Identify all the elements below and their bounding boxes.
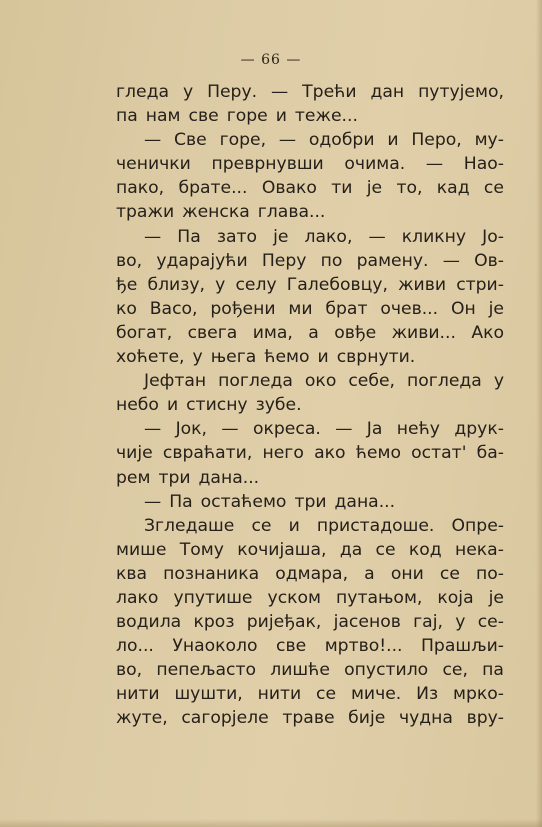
word: шушти,	[174, 684, 243, 705]
word: се	[439, 563, 460, 584]
text-line	[116, 128, 504, 152]
word: је	[273, 226, 289, 247]
word: рем	[116, 467, 151, 488]
word: а	[308, 322, 319, 343]
word: Јо-	[482, 226, 504, 247]
text-line	[116, 682, 504, 706]
word: Нао-	[463, 154, 504, 175]
word: окреса.	[252, 419, 321, 440]
word: Ако	[471, 322, 504, 343]
text-line	[116, 104, 504, 128]
word: ћемо	[264, 347, 310, 368]
word: а	[364, 563, 375, 584]
word: миче.	[350, 684, 402, 705]
word: —	[335, 419, 353, 440]
word: Он	[450, 298, 476, 319]
word: кочијаша,	[237, 539, 327, 560]
word: по-	[476, 563, 504, 584]
text-line	[116, 706, 504, 730]
word: дана...	[334, 491, 396, 512]
word: Перо,	[411, 130, 462, 151]
word: глава...	[257, 202, 326, 223]
word: свраћати,	[162, 443, 253, 464]
word: ударајући	[156, 250, 248, 271]
word: ти	[331, 178, 353, 199]
word: водила	[116, 612, 182, 633]
word: ко	[116, 298, 137, 319]
word: друк-	[454, 419, 504, 440]
word: има,	[252, 322, 293, 343]
word: пепељасто	[156, 660, 256, 681]
word: зато	[216, 226, 258, 247]
word: мрко-	[453, 684, 504, 705]
word: зубе.	[255, 395, 302, 416]
text-line	[116, 490, 504, 514]
word: тражи	[116, 202, 175, 223]
word: и	[288, 515, 300, 536]
word: они	[390, 563, 424, 584]
word: ло...	[116, 636, 154, 657]
word: у	[493, 371, 504, 392]
word: очима.	[344, 154, 406, 175]
word: —	[144, 491, 162, 512]
word: ми	[288, 298, 313, 319]
word: по	[320, 250, 343, 271]
text-line	[116, 321, 504, 345]
word: и	[166, 395, 179, 416]
word: очев...	[380, 298, 439, 319]
word: чије	[116, 443, 153, 464]
word: лишће	[270, 660, 330, 681]
word: брате...	[178, 178, 248, 199]
word: —	[368, 226, 386, 247]
word: —	[271, 82, 289, 102]
word: остат'	[411, 443, 467, 464]
word: ако	[314, 443, 346, 464]
word: Па	[169, 491, 193, 512]
word: три	[158, 467, 191, 488]
word: рамену.	[356, 250, 429, 271]
word: чудна	[398, 708, 453, 729]
word: себе,	[348, 371, 396, 392]
word: је	[366, 178, 383, 199]
word: горе,	[219, 130, 267, 151]
text-line	[116, 417, 504, 441]
text-line	[116, 273, 504, 297]
word: Све	[174, 130, 207, 151]
word: живи	[398, 274, 447, 295]
word: вру-	[466, 708, 504, 729]
word: траве	[282, 708, 335, 729]
word: мртво!...	[324, 636, 403, 657]
word: се	[375, 539, 396, 560]
word: то,	[396, 178, 423, 199]
word: хоћете,	[116, 347, 185, 368]
text-line	[116, 393, 504, 417]
word: Унаоколо	[172, 636, 258, 657]
word: јасенов	[333, 612, 401, 633]
word: одобри	[308, 130, 375, 151]
word: Васо,	[149, 298, 198, 319]
word: стисну	[186, 395, 248, 416]
word: кроз	[193, 612, 235, 633]
word: нам	[145, 106, 181, 127]
word: рођени	[210, 298, 276, 319]
text-line	[116, 249, 504, 273]
word: стри-	[456, 274, 504, 295]
word: —	[144, 130, 162, 151]
word: пако,	[116, 178, 165, 199]
word: је	[488, 298, 504, 319]
word: Перу	[261, 250, 307, 271]
word: лако	[116, 587, 159, 608]
word: живи...	[391, 322, 456, 343]
page-number: — 66 —	[240, 52, 302, 68]
word: богат,	[116, 322, 173, 343]
word: кад	[436, 178, 470, 199]
word: женска	[182, 202, 250, 223]
word: мише	[116, 539, 167, 560]
word: све	[276, 636, 307, 657]
word: у	[215, 274, 226, 295]
text-line	[116, 200, 504, 224]
word: му-	[474, 130, 504, 151]
word: сагорјеле	[181, 708, 269, 729]
word: Галебовцу,	[286, 274, 388, 295]
word: и	[275, 106, 287, 127]
word: се	[251, 515, 272, 536]
word: је	[488, 587, 504, 608]
word: свега	[187, 322, 238, 343]
text-line	[116, 586, 504, 610]
word: —	[144, 226, 162, 247]
word: па	[116, 106, 138, 127]
word: путујемо,	[418, 82, 504, 102]
word: познаника	[163, 563, 260, 584]
word: око	[304, 371, 337, 392]
word: нећу	[396, 419, 440, 440]
word: преврнувши	[211, 154, 324, 175]
word: се-	[477, 612, 504, 633]
body-text	[116, 80, 504, 731]
word: гледа	[116, 82, 170, 102]
word: која	[437, 587, 474, 608]
word: у	[182, 82, 194, 102]
word: и	[387, 130, 399, 151]
word: упутише	[173, 587, 253, 608]
word: и	[317, 347, 329, 368]
word: Из	[416, 684, 439, 705]
word: селу	[235, 274, 277, 295]
word: него	[262, 443, 304, 464]
word: ријеђак,	[246, 612, 322, 633]
word: Па	[177, 226, 201, 247]
word: ченички	[116, 154, 191, 175]
text-line	[116, 176, 504, 200]
word: —	[144, 419, 162, 440]
word: код	[408, 539, 442, 560]
page-edge-shadow-right	[536, 0, 542, 827]
word: уском	[267, 587, 322, 608]
word: Овако	[261, 178, 317, 199]
word: ћемо	[355, 443, 401, 464]
word: Тому	[179, 539, 224, 560]
page-edge-shadow-bottom	[0, 819, 542, 827]
text-line	[116, 610, 504, 634]
word: све	[188, 106, 219, 127]
word: небо	[116, 395, 159, 416]
word: во,	[116, 250, 143, 271]
word: лако,	[304, 226, 353, 247]
word: ђе	[116, 274, 138, 295]
word: теже...	[294, 106, 358, 127]
word: се	[316, 684, 337, 705]
word: да	[339, 539, 363, 560]
text-line	[116, 466, 504, 490]
word: се,	[442, 660, 468, 681]
word: во,	[116, 660, 143, 681]
word: Трећи	[302, 82, 357, 102]
text-line	[116, 152, 504, 176]
text-line	[116, 225, 504, 249]
word: —	[278, 130, 297, 151]
word: дан	[370, 82, 405, 102]
text-line	[116, 80, 504, 104]
word: горе	[226, 106, 268, 127]
word: Јефтан	[144, 371, 207, 392]
word: погледа	[218, 371, 293, 392]
text-line	[116, 514, 504, 538]
word: сврнути.	[336, 347, 416, 368]
word: нека-	[454, 539, 504, 560]
word: Перу.	[207, 82, 258, 102]
word: брат	[325, 298, 368, 319]
word: —	[442, 250, 460, 271]
word: дана...	[198, 467, 260, 488]
word: путањом,	[336, 587, 423, 608]
word: Опре-	[451, 515, 504, 536]
word: пристадоше.	[316, 515, 435, 536]
text-line	[116, 538, 504, 562]
word: Јок,	[175, 419, 208, 440]
word: —	[425, 154, 444, 175]
word: ба-	[476, 443, 504, 464]
word: Ов-	[474, 250, 504, 271]
word: одмара,	[275, 563, 349, 584]
word: опустило	[344, 660, 429, 681]
word: па	[482, 660, 504, 681]
word: нити	[257, 684, 302, 705]
word: кликну	[401, 226, 467, 247]
text-line	[116, 345, 504, 369]
word: гај,	[413, 612, 443, 633]
word: бије	[348, 708, 386, 729]
text-line	[116, 634, 504, 658]
text-line	[116, 562, 504, 586]
word: жуте,	[116, 708, 168, 729]
word: нити	[116, 684, 160, 705]
word: Ја	[366, 419, 383, 440]
word: њега	[210, 347, 257, 368]
word: погледа	[407, 371, 482, 392]
word: Прашљи-	[421, 636, 504, 657]
word: овђе	[334, 322, 377, 343]
word: Згледаше	[144, 515, 235, 536]
word: близу,	[147, 274, 205, 295]
word: —	[221, 419, 239, 440]
text-line	[116, 658, 504, 682]
text-line	[116, 369, 504, 393]
word: остаћемо	[200, 491, 287, 512]
text-line	[116, 441, 504, 465]
word: ква	[116, 563, 148, 584]
word: у	[455, 612, 466, 633]
text-line	[116, 297, 504, 321]
word: у	[192, 347, 203, 368]
word: три	[294, 491, 327, 512]
word: се	[483, 178, 504, 199]
